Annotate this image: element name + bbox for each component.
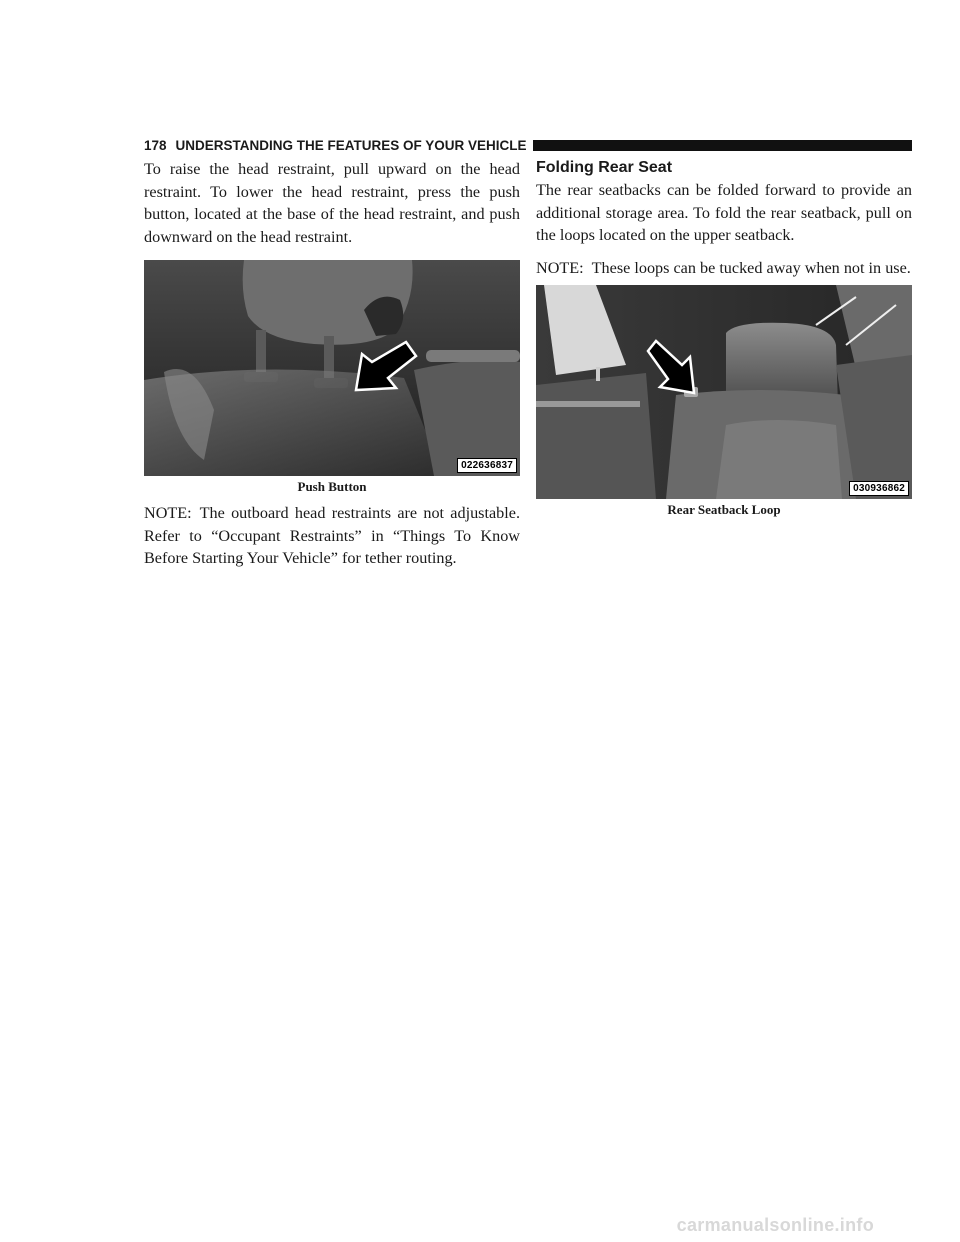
watermark: carmanualsonline.info <box>676 1215 874 1235</box>
chapter-title: UNDERSTANDING THE FEATURES OF YOUR VEHICLE <box>175 137 527 153</box>
note-label: NOTE: <box>144 504 192 522</box>
note-text: The outboard head restraints are not adjustable. Refer to “Occupant Restraints” in “Things To Know Before Starting Your Vehicle” for tether routing. <box>144 504 520 567</box>
folding-seat-instructions: The rear seatbacks can be folded forward to provide an additional storage area. To fold the rear seatback, pull on the loops located on the upper seatback. <box>536 181 912 244</box>
figure-caption: Push Button <box>297 479 367 494</box>
rear-seatback-illustration <box>536 285 912 499</box>
right-column <box>536 158 912 518</box>
left-column <box>144 158 520 570</box>
figure-code: 022636837 <box>457 458 517 473</box>
section-title: Folding Rear Seat <box>536 159 673 176</box>
figure-code: 030936862 <box>849 481 909 496</box>
note-text: These loops can be tucked away when not in use. <box>591 258 911 277</box>
page-number: 178 <box>144 137 167 153</box>
header-rule <box>533 140 912 151</box>
page-header <box>144 136 912 154</box>
outboard-note <box>144 502 520 570</box>
note-label: NOTE: <box>536 258 584 277</box>
figure-caption: Rear Seatback Loop <box>667 502 781 517</box>
push-button-illustration <box>144 260 520 476</box>
head-restraint-instructions: To raise the head restraint, pull upward on the head restraint. To lower the head restraint, press the push button, located at the base of the head restraint, and push downward on the head restraint. <box>144 160 520 246</box>
rear-seatback-figure <box>536 285 912 499</box>
push-button-figure <box>144 260 520 476</box>
loops-note <box>536 257 912 280</box>
